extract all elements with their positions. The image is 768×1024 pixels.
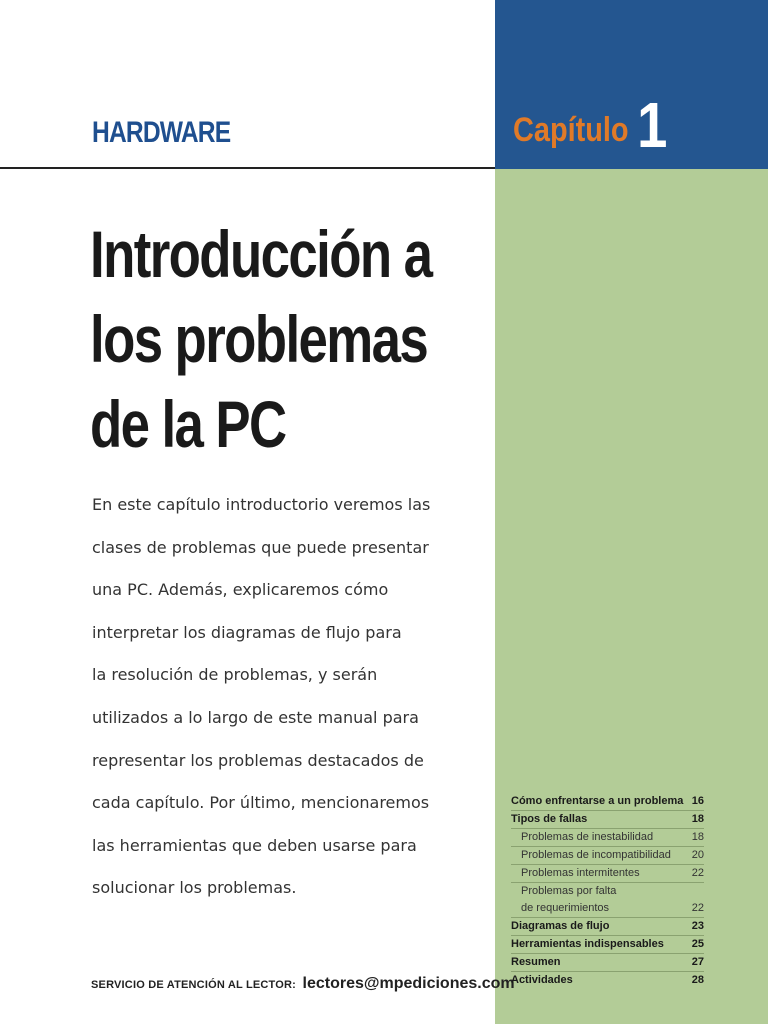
intro-line: representar los problemas destacados de (92, 750, 424, 770)
toc-subitem[interactable] (511, 829, 704, 847)
toc-subitem[interactable] (511, 847, 704, 865)
title-line: Introducción a (90, 217, 432, 291)
chapter-contents (511, 793, 704, 989)
toc-item-label: Herramientas indispensables (511, 938, 664, 950)
footer-email-link[interactable]: lectores@mpediciones.com (302, 975, 515, 992)
intro-paragraph (92, 484, 492, 910)
page-title (90, 212, 466, 467)
toc-item-label: Diagramas de flujo (511, 920, 610, 932)
title-line: de la PC (90, 387, 286, 461)
header-divider (0, 167, 495, 169)
toc-item-page: 28 (691, 974, 704, 986)
toc-item-label: Cómo enfrentarse a un problema (511, 795, 684, 807)
toc-item-label: Problemas de inestabilidad (521, 831, 654, 843)
chapter-heading (513, 88, 667, 162)
toc-item[interactable] (511, 954, 704, 972)
toc-subitem[interactable] (511, 883, 704, 918)
intro-line: la resolución de problemas, y serán (92, 665, 378, 685)
toc-item-label: Actividades (511, 974, 573, 986)
toc-item-page: 16 (691, 795, 704, 807)
toc-item-label: Problemas intermitentes (521, 867, 640, 879)
chapter-label: Capítulo (513, 111, 629, 149)
intro-line: solucionar los problemas. (92, 878, 297, 898)
toc-item-page: 23 (691, 920, 704, 932)
toc-item-page: 27 (691, 956, 704, 968)
toc-item-page: 25 (691, 938, 704, 950)
toc-item-page: 18 (691, 813, 704, 825)
toc-item-page: 20 (691, 849, 704, 861)
toc-item-label: Resumen (511, 956, 561, 968)
reader-service-footer (91, 975, 515, 993)
chapter-number: 1 (637, 89, 668, 161)
toc-item-label: Tipos de fallas (511, 813, 588, 825)
toc-item-label: Problemas de incompatibilidad (521, 849, 671, 861)
toc-item-page: 22 (691, 902, 704, 914)
intro-line: una PC. Además, explicaremos cómo (92, 580, 389, 600)
toc-item-page: 22 (691, 867, 704, 879)
toc-item[interactable] (511, 918, 704, 936)
toc-item[interactable] (511, 793, 704, 811)
title-line: los problemas (90, 302, 428, 376)
footer-label: SERVICIO DE ATENCIÓN AL LECTOR: (91, 979, 297, 991)
intro-line: En este capítulo introductorio veremos las (92, 495, 431, 514)
intro-line: clases de problemas que puede presentar (92, 537, 429, 557)
intro-line: las herramientas que deben usarse para (92, 835, 417, 855)
section-label: HARDWARE (92, 116, 231, 149)
intro-line: utilizados a lo largo de este manual para (92, 707, 419, 727)
toc-item-label: Problemas por falta de requerimientos (521, 885, 617, 914)
toc-subitem[interactable] (511, 865, 704, 883)
toc-item[interactable] (511, 972, 704, 989)
intro-line: cada capítulo. Por último, mencionaremos (92, 793, 430, 813)
toc-item[interactable] (511, 811, 704, 829)
toc-item-page: 18 (691, 831, 704, 843)
toc-item[interactable] (511, 936, 704, 954)
intro-line: interpretar los diagramas de flujo para (92, 622, 402, 642)
